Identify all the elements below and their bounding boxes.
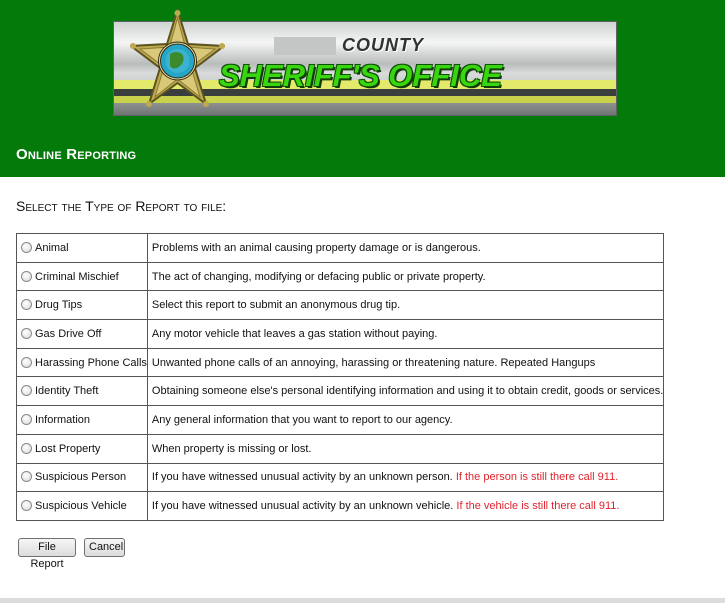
report-description: Any motor vehicle that leaves a gas station without paying. [151,327,438,340]
report-row [17,320,664,349]
report-type-label[interactable]: Animal [35,241,69,254]
report-row [17,377,664,406]
report-type-radio[interactable] [21,328,32,339]
section-heading: Select the Type of Report to file: [16,198,227,214]
report-type-radio[interactable] [21,385,32,396]
report-description: If you have witnessed unusual activity by an unknown person. [151,471,453,484]
report-type-label[interactable]: Suspicious Vehicle [35,500,127,513]
report-row [17,434,664,463]
report-description: Obtaining someone else's personal identifying information and using it to obtain credit, goods or services. [151,385,664,398]
report-description: Select this report to submit an anonymous drug tip. [151,299,401,312]
report-option-cell [17,377,148,406]
report-row [17,492,664,521]
page-title: Online Reporting [16,146,137,163]
report-type-radio[interactable] [21,443,32,454]
report-option-cell [17,234,148,263]
report-option-cell [17,406,148,435]
report-description-cell [147,377,663,406]
report-option-cell [17,434,148,463]
report-description-cell [147,262,663,291]
agency-name: SHERIFF'S OFFICE [219,58,502,93]
report-row [17,234,664,263]
report-option-cell [17,492,148,521]
report-option-cell [17,262,148,291]
report-type-label[interactable]: Criminal Mischief [35,270,119,283]
report-option-cell [17,463,148,492]
report-type-table [16,233,664,521]
report-type-label[interactable]: Drug Tips [35,299,83,312]
report-row [17,291,664,320]
redacted-county-name [274,37,336,55]
report-row [17,348,664,377]
report-description-cell [147,492,663,521]
report-type-radio[interactable] [21,299,32,310]
cancel-button[interactable]: Cancel [84,538,125,557]
report-type-label[interactable]: Identity Theft [35,385,99,398]
call-911-warning: If the vehicle is still there call 911. [456,500,620,513]
report-description: If you have witnessed unusual activity by an unknown vehicle. [151,500,454,513]
report-description-cell [147,434,663,463]
report-type-radio[interactable] [21,357,32,368]
report-type-label[interactable]: Harassing Phone Calls [35,356,147,369]
report-type-label[interactable]: Lost Property [35,442,101,455]
report-description-cell [147,320,663,349]
report-option-cell [17,320,148,349]
report-option-cell [17,291,148,320]
report-type-radio[interactable] [21,242,32,253]
file-report-button[interactable]: File Report [18,538,76,557]
sheriff-star-icon [130,8,225,123]
report-description: When property is missing or lost. [151,442,312,455]
report-type-label[interactable]: Information [35,413,91,426]
report-description: Any general information that you want to report to our agency. [151,413,453,426]
report-type-radio[interactable] [21,414,32,425]
report-description-cell [147,291,663,320]
report-description-cell [147,348,663,377]
report-description-cell [147,463,663,492]
page-bottom-edge [0,598,725,603]
report-type-label[interactable]: Gas Drive Off [35,327,102,340]
report-description-cell [147,406,663,435]
report-description: Unwanted phone calls of an annoying, harassing or threatening nature. Repeated Hangups [151,356,596,369]
call-911-warning: If the person is still there call 911. [455,471,619,484]
report-type-radio[interactable] [21,471,32,482]
report-description: The act of changing, modifying or defacing public or private property. [151,270,486,283]
county-text: COUNTY [342,35,424,55]
report-type-label[interactable]: Suspicious Person [35,471,127,484]
report-description: Problems with an animal causing property damage or is dangerous. [151,241,481,254]
report-description-cell [147,234,663,263]
report-row [17,406,664,435]
report-row [17,463,664,492]
header-bar [0,0,725,177]
report-option-cell [17,348,148,377]
report-row [17,262,664,291]
report-type-radio[interactable] [21,500,32,511]
report-type-radio[interactable] [21,271,32,282]
